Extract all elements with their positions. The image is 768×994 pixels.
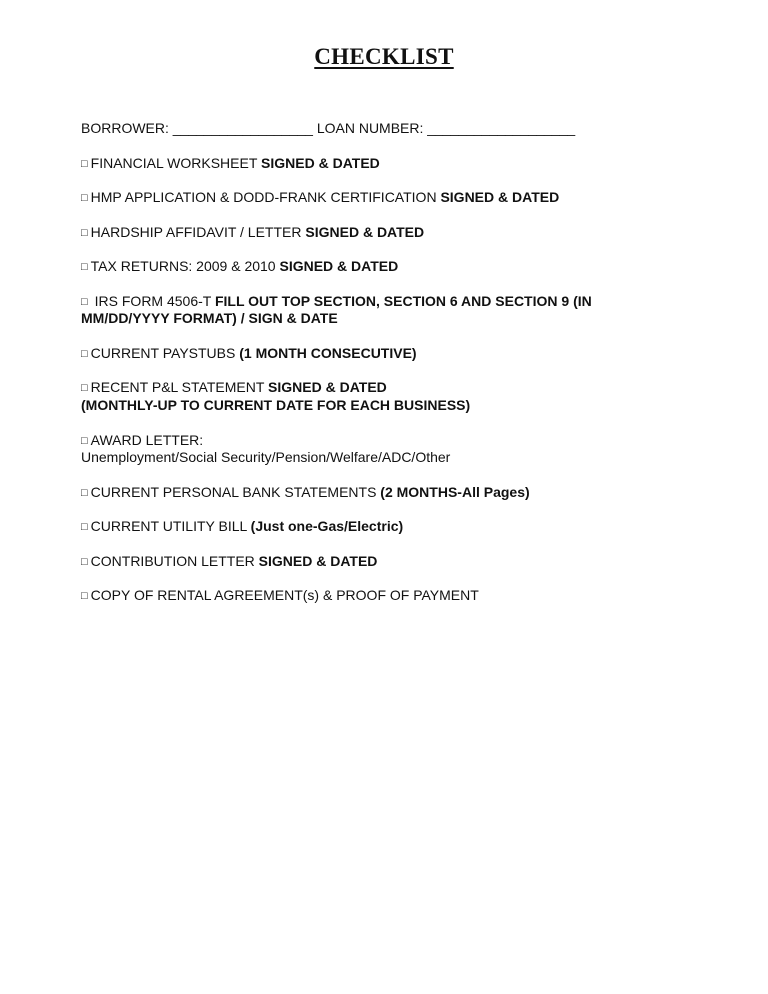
- item-text: CURRENT PAYSTUBS: [90, 345, 236, 361]
- item-text: CURRENT PERSONAL BANK STATEMENTS: [90, 484, 377, 500]
- checklist-item-financial-worksheet: [81, 155, 681, 174]
- checklist-item-contribution-letter: [81, 553, 681, 572]
- item-requirement: SIGNED & DATED: [279, 258, 399, 274]
- checkbox-icon: □: [81, 227, 88, 239]
- checklist-item-pl-statement-continued: [81, 397, 681, 414]
- item-requirement: SIGNED & DATED: [258, 553, 378, 569]
- checklist-item-paystubs: [81, 345, 681, 364]
- checklist-item-hardship-affidavit: [81, 224, 681, 243]
- checkbox-icon: □: [81, 348, 88, 360]
- checklist-item-tax-returns: [81, 258, 681, 277]
- checkbox-icon: □: [81, 521, 88, 533]
- item-requirement: SIGNED & DATED: [305, 224, 425, 240]
- item-requirement: SIGNED & DATED: [440, 189, 560, 205]
- checkbox-icon: □: [81, 435, 88, 447]
- item-requirement: (Just one-Gas/Electric): [250, 518, 404, 534]
- item-requirement: (2 MONTHS-All Pages): [380, 484, 530, 500]
- item-requirement: FILL OUT TOP SECTION, SECTION 6 AND SECTION 9 (IN: [214, 293, 592, 309]
- page-title: CHECKLIST: [314, 44, 454, 69]
- checkbox-icon: □: [81, 382, 88, 394]
- item-text: TAX RETURNS: 2009 & 2010: [90, 258, 276, 274]
- item-text: HARDSHIP AFFIDAVIT / LETTER: [90, 224, 302, 240]
- item-text: HMP APPLICATION & DODD-FRANK CERTIFICATION: [90, 189, 437, 205]
- checkbox-icon: □: [81, 261, 88, 273]
- checkbox-icon: □: [81, 192, 88, 204]
- item-requirement: SIGNED & DATED: [261, 155, 380, 171]
- item-requirement: SIGNED & DATED: [268, 379, 387, 395]
- checklist-item-utility-bill: [81, 518, 681, 537]
- borrower-loan-line: BORROWER: __________________ LOAN NUMBER: ___________________: [81, 120, 576, 136]
- checkbox-icon: □: [81, 590, 88, 602]
- checkbox-icon: □: [81, 158, 88, 170]
- item-requirement-line2: (MONTHLY-UP TO CURRENT DATE FOR EACH BUSINESS): [81, 397, 471, 413]
- item-text: IRS FORM 4506-T: [94, 293, 212, 309]
- item-text: RECENT P&L STATEMENT: [90, 379, 265, 395]
- checkbox-icon: □: [81, 296, 88, 308]
- checklist-item-irs-form-continued: [81, 310, 681, 327]
- item-text: CURRENT UTILITY BILL: [90, 518, 247, 534]
- checkbox-icon: □: [81, 487, 88, 499]
- checklist-item-rental-agreement: [81, 587, 681, 606]
- item-requirement: (1 MONTH CONSECUTIVE): [239, 345, 417, 361]
- checklist-item-pl-statement: [81, 379, 681, 398]
- checkbox-icon: □: [81, 556, 88, 568]
- item-text: AWARD LETTER:: [90, 432, 204, 448]
- item-text: CONTRIBUTION LETTER: [90, 553, 255, 569]
- checklist-item-hmp-application: [81, 189, 681, 208]
- item-requirement-line2: MM/DD/YYYY FORMAT) / SIGN & DATE: [81, 310, 338, 326]
- item-text: COPY OF RENTAL AGREEMENT(s) & PROOF OF PAYMENT: [90, 587, 479, 603]
- item-text: FINANCIAL WORKSHEET: [90, 155, 258, 171]
- checklist-item-award-letter-continued: [81, 449, 681, 466]
- checklist-item-bank-statements: [81, 484, 681, 503]
- item-text-line2: Unemployment/Social Security/Pension/Welfare/ADC/Other: [81, 449, 451, 465]
